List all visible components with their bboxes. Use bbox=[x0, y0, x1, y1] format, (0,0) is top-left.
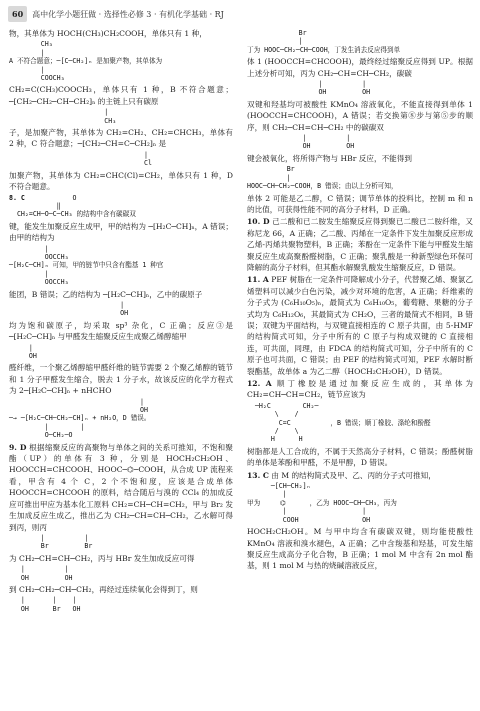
page-number: 60 bbox=[8, 6, 27, 22]
answer-label-12: 12. A bbox=[247, 379, 272, 388]
structural-formula: | OOCCH₃ ─[H₂C─CH]ₙ 可知，甲的链节中只含有酯基 1 种官 | OOCCH₃ bbox=[9, 244, 164, 287]
structural-formula: | CH₃ bbox=[104, 108, 117, 125]
paragraph: HOCH₂CH₂OH。M 与甲中均含有碳碳双键，则均能使酸性 KMnO₄ 溶液和溴水褪色，A 正确；乙中含羧基和羟基，可发生缩聚反应生成高分子化合物，B 正确；1 mol M 中含有 2n mol 酯基，则 1 mol M 与热的烧碱溶液反应， bbox=[247, 527, 473, 571]
paragraph: 醛纤维，一个聚乙烯醇缩甲醛纤维的链节需要 2 个聚乙烯醇的链节和 1 分子甲醛发生缩合，脱去 1 分子水，故该反应的化学方程式为 2─[H₂C─CH]ₙ + nHCHO bbox=[9, 363, 233, 396]
paragraph: 由 M 的结构简式及甲、乙、丙的分子式可推知， bbox=[271, 470, 436, 480]
answer-10 bbox=[247, 216, 473, 273]
structural-formula: Br | 丁为 HOOC─CH₂─CH─COOH，丁发生消去反应得到单 bbox=[247, 29, 401, 54]
answer-9 bbox=[9, 442, 233, 533]
structural-formula: | | Br Br bbox=[40, 533, 93, 551]
paragraph: 双键和羟基均可被酸性 KMnO₄ 溶液氧化，不能直接得到单体 1 (HOOCCH=CHCOOH)，A 错误；若交换第⑧步与第⑤步的顺序，则 CH₂─CH=CH─CH₂ 中的碳碳双 bbox=[247, 99, 473, 132]
paragraph: CH₂=C(CH₃)COOCH₃，单体只有 1 种，B 不符合题意；─[CH₂─CH₂─CH─CH₂]ₙ 的主链上只有碳原 bbox=[9, 85, 233, 106]
paragraph: 树脂都是人工合成的，不属于天然高分子材料，C 错误；酚醛树脂的单体是苯酚和甲醛，不是甲醇，D 错误。 bbox=[247, 446, 473, 468]
page-header bbox=[8, 6, 472, 22]
paragraph: 根据缩聚反应的高聚物与单体之间的关系可推知，不饱和聚酯（UP）的单体有 3 种，分别是 HOCH₂CH₂OH、HOOCCH=CHCOOH、HOOC─⌬─COOH，从合成 UP 流程来看，甲含有 4 个 C，2 个不饱和度，应该是合成单体 HOOCCH=CHCOOH 的原料，结合随后与溴的 CCl₄ 的加成反应可推出甲应为基本化工原料 CH₂=CH─CH=CH₂，甲与 Br₂ 发生加成反应生成乙，推出乙为 CH₂─CH=CH─CH₂，乙水解可得到丙，则丙 bbox=[9, 442, 233, 532]
paragraph: 己二酸和已二胺发生缩聚反应得到聚已二酸已二胺纤维，又称尼龙 66，A 正确；乙二酸、丙烯在一定条件下发生加聚反应形成乙烯-丙烯共聚物塑料，B 正确；苯酚在一定条件下能与甲醛发生缩聚反应生成高聚酚醛树脂，C 正确；聚乳酸是一种新型绿色环保可降解的高分子材料，但其酯水解聚乳酸发生缩聚反应，D 错误。 bbox=[247, 217, 473, 272]
formula-text: O ‖ CH₂=CH─O─C─CH₃ 的结构中含有碳碳双 bbox=[16, 193, 136, 219]
paragraph: 单体 2 可能是乙二醇，C 错误；调节单体的投料比，控制 m 和 n 的比值，可获得性能不同的高分子材料，D 正确。 bbox=[247, 193, 473, 214]
header-title: 高中化学小题狂做 · 选择性必修 3 · 有机化学基础 · RJ bbox=[32, 10, 224, 19]
paragraph: 子，是加聚产物，其单体为 CH₂=CH₂、CH₂=CHCH₃，单体有 2 种，C 符合题意；─[CH₂─CH=C─CH₂]ₙ 是 bbox=[9, 128, 233, 149]
answer-12 bbox=[247, 378, 473, 401]
structural-formula: CH₃ | A 不符合题意；─[C─CH₂]ₙ 是加聚产物，其单体为 | COOCH₃ bbox=[9, 40, 163, 83]
structural-formula: | Cl bbox=[143, 150, 152, 168]
structural-formula bbox=[9, 194, 233, 219]
paragraph: 为 CH₂─CH=CH─CH₂，丙与 HBr 发生加成反应可得 bbox=[9, 553, 195, 563]
paragraph: 到 CH₂─CH₂─CH─CH₂，再经过连续氧化会得到丁，则 bbox=[9, 584, 198, 594]
paragraph: 键会被氧化，将所得产物与 HBr 反应，不能得到 bbox=[247, 153, 412, 163]
answer-label-13: 13. C bbox=[247, 470, 269, 480]
answer-13 bbox=[247, 470, 473, 481]
answer-label-8: 8. C bbox=[9, 193, 25, 202]
structural-formula: | | | OH Br OH bbox=[20, 596, 81, 613]
structural-formula: Br | HOOC─CH─CH₂─COOH，B 错误；由以上分析可知， bbox=[247, 165, 398, 191]
paragraph: 能团，B 错误；乙的结构为 ─[H₂C─CH]ₙ，乙中的碳原子 bbox=[9, 289, 203, 299]
paragraph: 体 1 (HOOCCH=CHCOOH)，最终经过缩聚反应得到 UP。根据上述分析可知，丙为 CH₂─CH=CH─CH₂，碳碳 bbox=[247, 57, 473, 78]
structural-formula: | | OH OH bbox=[318, 80, 371, 97]
right-column bbox=[247, 28, 473, 573]
paragraph: PEF 树脂在一定条件可降解成小分子，代替聚乙烯、聚氯乙烯塑料可以减少白色污染，减少对环境的危害，A 正确；纤维素的分子式为 (C₆H₁₀O₅)ₙ，最简式为 C₆H₁₀O₅，葡萄糖、果糖的分子式均为 C₆H₁₂O₆，其最简式为 CH₂O，三者的最简式不相同，B 错误；双键为平面结构，与双键直接相连的 C 原子共面，由 5-HMF 的结构简式可知，分子中所有的 C 原子与构成双键的 C 直接相连，可共面，同理，由 FDCA 的结构简式可知，分子中所有的 C 原子也可共面，C 错误；由 PEF 的结构简式可知，PEF 水解时断裂酯基，故单体 a 为乙二醇（HOCH₂CH₂OH），D 错误。 bbox=[247, 275, 473, 376]
answer-label-9: 9. D bbox=[9, 442, 27, 452]
paragraph: 均为饱和碳原子，均采取 sp³ 杂化，C 正确；反应③是 ─[H₂C─CH]ₙ 与甲醛发生缩聚反应生成聚乙烯醇缩甲 bbox=[9, 320, 233, 342]
structural-formula: | | OH OH bbox=[302, 134, 355, 151]
answer-label-10: 10. D bbox=[247, 217, 270, 227]
paragraph: 加聚产物，其单体为 CH₂=CHC(Cl)=CH₂，单体只有 1 种，D 不符合题意。 bbox=[9, 170, 233, 192]
structural-formula: ─[CH─CH₂]ₙ | 甲为 ⌬ ，乙为 HOOC─CH─CH₃，丙为 | | COOH OH bbox=[247, 482, 397, 524]
answer-label-11: 11. A bbox=[247, 275, 269, 285]
left-column bbox=[9, 28, 233, 615]
paragraph: 物，其单体为 HOCH(CH₃)CH₂COOH，单体只有 1 种， bbox=[9, 29, 207, 38]
paragraph: 键，能发生加聚反应生成甲，甲的结构为 ─[H₂C─CH]ₙ，A 错误；由甲的结构为 bbox=[9, 221, 233, 243]
structural-formula: | OH bbox=[120, 300, 129, 318]
structural-formula: | OH ─→ ─[H₂C─CH─CH₂─CH]ₙ + nH₂O，D 错误。 | | O─CH₂─O bbox=[9, 397, 151, 440]
structural-formula: | OH bbox=[28, 343, 37, 360]
structural-formula: ─H₂C CH₂─ \ / C=C ，B 错误；顺丁橡胶、涤纶和酚醛 / \ H H bbox=[254, 401, 431, 444]
paragraph: 顺丁橡胶是通过加聚反应生成的，其单体为 CH₂=CH─CH=CH₂，链节应该为 bbox=[247, 379, 473, 400]
answer-11 bbox=[247, 274, 473, 377]
structural-formula: | | OH OH bbox=[20, 565, 73, 582]
